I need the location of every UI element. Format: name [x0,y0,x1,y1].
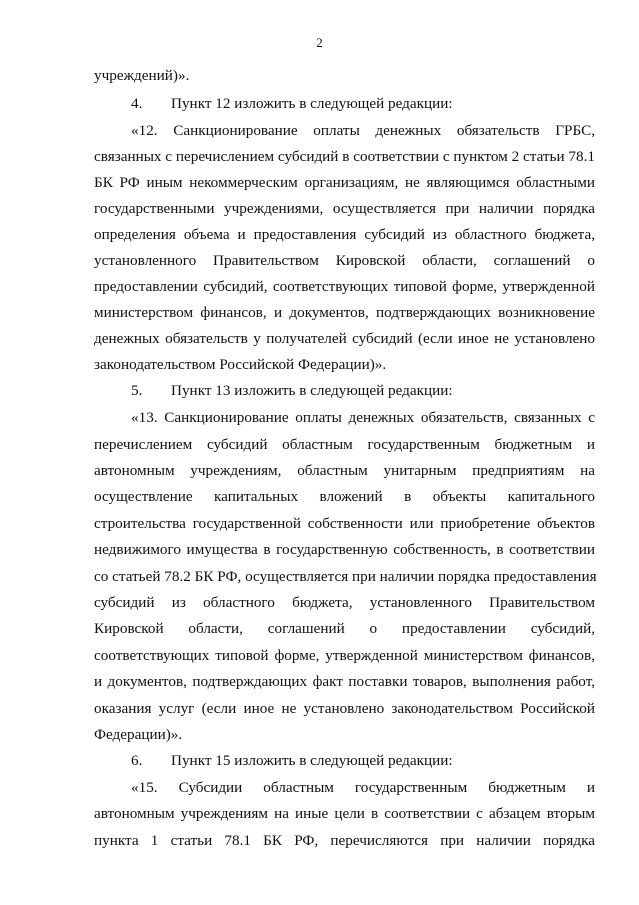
paragraph-line: «13. Санкционирование оплаты денежных обязательств, связанных с [131,409,595,426]
paragraph-line: оказания услуг (если иное не установлено законодательством Российской [94,700,595,717]
item-text-5: Пункт 13 изложить в следующей редакции: [171,382,453,399]
paragraph-line: осуществление капитальных вложений в объекты капитального [94,488,595,505]
paragraph-line: определения объема и предоставления субсидий из областного бюджета, [94,226,595,243]
paragraph-line: БК РФ иным некоммерческим организациям, не являющимся областными [94,174,595,191]
paragraph-line: законодательством Российской Федерации)». [94,356,387,373]
paragraph-line: пункта 1 статьи 78.1 БК РФ, перечисляются при наличии порядка [94,832,595,849]
paragraph-line: «15. Субсидии областным государственным бюджетным и [131,779,595,796]
item-text-4: Пункт 12 изложить в следующей редакции: [171,95,453,112]
paragraph-line: связанных с перечислением субсидий в соответствии с пунктом 2 статьи 78.1 [94,148,595,165]
paragraph-line: установленного Правительством Кировской области, соглашений о [94,252,595,269]
paragraph-line: автономным учреждениям, областным унитарным предприятиям на [94,462,595,479]
paragraph-line: государственными учреждениями, осуществляется при наличии порядка [94,200,595,217]
paragraph-line: Кировской области, соглашений о предоставлении субсидий, [94,620,595,637]
item-number-5: 5. [131,382,143,399]
paragraph-line: со статьей 78.2 БК РФ, осуществляется при наличии порядка предоставления [94,568,597,585]
paragraph-line: учреждений)». [94,67,190,84]
paragraph-line: и документов, подтверждающих факт поставки товаров, выполнения работ, [94,673,595,690]
paragraph-line: Федерации)». [94,726,183,743]
paragraph-line: предоставлении субсидий, соответствующих типовой форме, утвержденной [94,278,595,295]
item-number-6: 6. [131,752,143,769]
paragraph-line: денежных обязательств у получателей субсидий (если иное не установлено [94,330,595,347]
page-number: 2 [316,35,323,50]
paragraph-line: субсидий из областного бюджета, установленного Правительством [94,594,595,611]
paragraph-line: недвижимого имущества в государственную собственность, в соответствии [94,541,595,558]
paragraph-line: перечислением субсидий областным государственным бюджетным и [94,436,595,453]
paragraph-line: министерством финансов, и документов, подтверждающих возникновение [94,304,595,321]
item-text-6: Пункт 15 изложить в следующей редакции: [171,752,453,769]
paragraph-line: соответствующих типовой форме, утвержденной министерством финансов, [94,647,595,664]
item-number-4: 4. [131,95,143,112]
paragraph-line: «12. Санкционирование оплаты денежных обязательств ГРБС, [131,122,595,139]
paragraph-line: строительства государственной собственности или приобретение объектов [94,515,595,532]
paragraph-line: автономным учреждениям на иные цели в соответствии с абзацем вторым [94,805,595,822]
